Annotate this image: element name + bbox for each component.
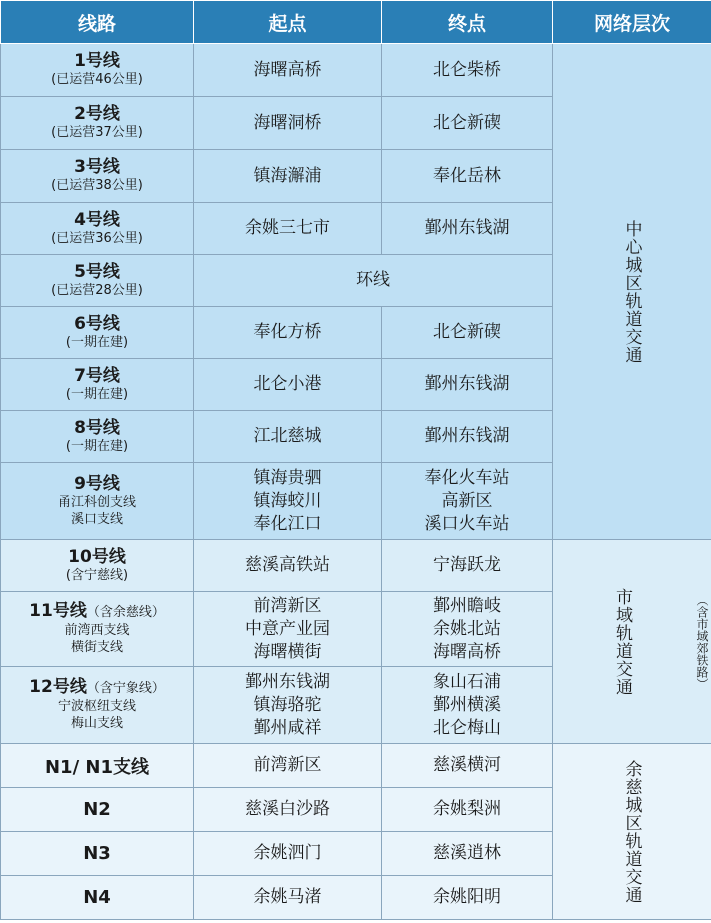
line-cell: 4号线 (已运营36公里) [1, 203, 194, 255]
start-cell: 前湾新区 中意产业园 海曙横街 [194, 592, 382, 667]
line-cell: N3 [1, 832, 194, 876]
line-cell: 8号线 (一期在建) [1, 411, 194, 463]
group-yuci: 余慈城区轨道交通 [553, 744, 711, 920]
table-row [1, 744, 711, 788]
start-cell: 余姚三七市 [194, 203, 382, 255]
start-cell: 海曙洞桥 [194, 97, 382, 150]
start-cell: 余姚泗门 [194, 832, 382, 876]
start-cell: 慈溪高铁站 [194, 540, 382, 592]
line-cell: 9号线 甬江科创支线 溪口支线 [1, 463, 194, 540]
start-cell: 镇海澥浦 [194, 150, 382, 203]
start-cell: 北仑小港 [194, 359, 382, 411]
end-cell: 宁海跃龙 [382, 540, 553, 592]
line-cell: 1号线 (已运营46公里) [1, 44, 194, 97]
start-cell: 余姚马渚 [194, 876, 382, 920]
end-cell: 余姚梨洲 [382, 788, 553, 832]
line-cell: 5号线 (已运营28公里) [1, 255, 194, 307]
end-cell: 慈溪横河 [382, 744, 553, 788]
header-start: 起点 [194, 1, 382, 44]
line-cell: 7号线 (一期在建) [1, 359, 194, 411]
end-cell: 鄞州瞻岐 余姚北站 海曙高桥 [382, 592, 553, 667]
end-cell: 余姚阳明 [382, 876, 553, 920]
header-network-level: 网络层次 [553, 1, 711, 44]
line-cell: 6号线 (一期在建) [1, 307, 194, 359]
start-cell: 奉化方桥 [194, 307, 382, 359]
table-row [1, 540, 711, 592]
line-cell: 2号线 (已运营37公里) [1, 97, 194, 150]
start-cell: 前湾新区 [194, 744, 382, 788]
loop-line-cell: 环线 [194, 255, 553, 307]
start-cell: 江北慈城 [194, 411, 382, 463]
end-cell: 北仑柴桥 [382, 44, 553, 97]
end-cell: 慈溪逍林 [382, 832, 553, 876]
group-central: 中心城区轨道交通 [553, 44, 711, 540]
end-cell: 北仑新碶 [382, 307, 553, 359]
line-cell: N4 [1, 876, 194, 920]
line-cell: 12号线（含宁象线） 宁波枢纽支线 梅山支线 [1, 667, 194, 744]
start-cell: 镇海贵驷 镇海蛟川 奉化江口 [194, 463, 382, 540]
line-cell: 3号线 (已运营38公里) [1, 150, 194, 203]
line-cell: N1/ N1支线 [1, 744, 194, 788]
header-row [1, 1, 711, 44]
end-cell: 鄞州东钱湖 [382, 203, 553, 255]
line-cell: N2 [1, 788, 194, 832]
end-cell: 奉化火车站 高新区 溪口火车站 [382, 463, 553, 540]
end-cell: 鄞州东钱湖 [382, 411, 553, 463]
line-cell: 10号线 (含宁慈线) [1, 540, 194, 592]
end-cell: 鄞州东钱湖 [382, 359, 553, 411]
line-cell: 11号线（含余慈线） 前湾西支线 横街支线 [1, 592, 194, 667]
start-cell: 慈溪白沙路 [194, 788, 382, 832]
start-cell: 鄞州东钱湖 镇海骆驼 鄞州咸祥 [194, 667, 382, 744]
end-cell: 象山石浦 鄞州横溪 北仑梅山 [382, 667, 553, 744]
header-end: 终点 [382, 1, 553, 44]
end-cell: 奉化岳林 [382, 150, 553, 203]
start-cell: 海曙高桥 [194, 44, 382, 97]
end-cell: 北仑新碶 [382, 97, 553, 150]
header-line: 线路 [1, 1, 194, 44]
group-suburban: 市域轨道交通 （含市域郊铁路） [553, 540, 711, 744]
table-row [1, 44, 711, 97]
